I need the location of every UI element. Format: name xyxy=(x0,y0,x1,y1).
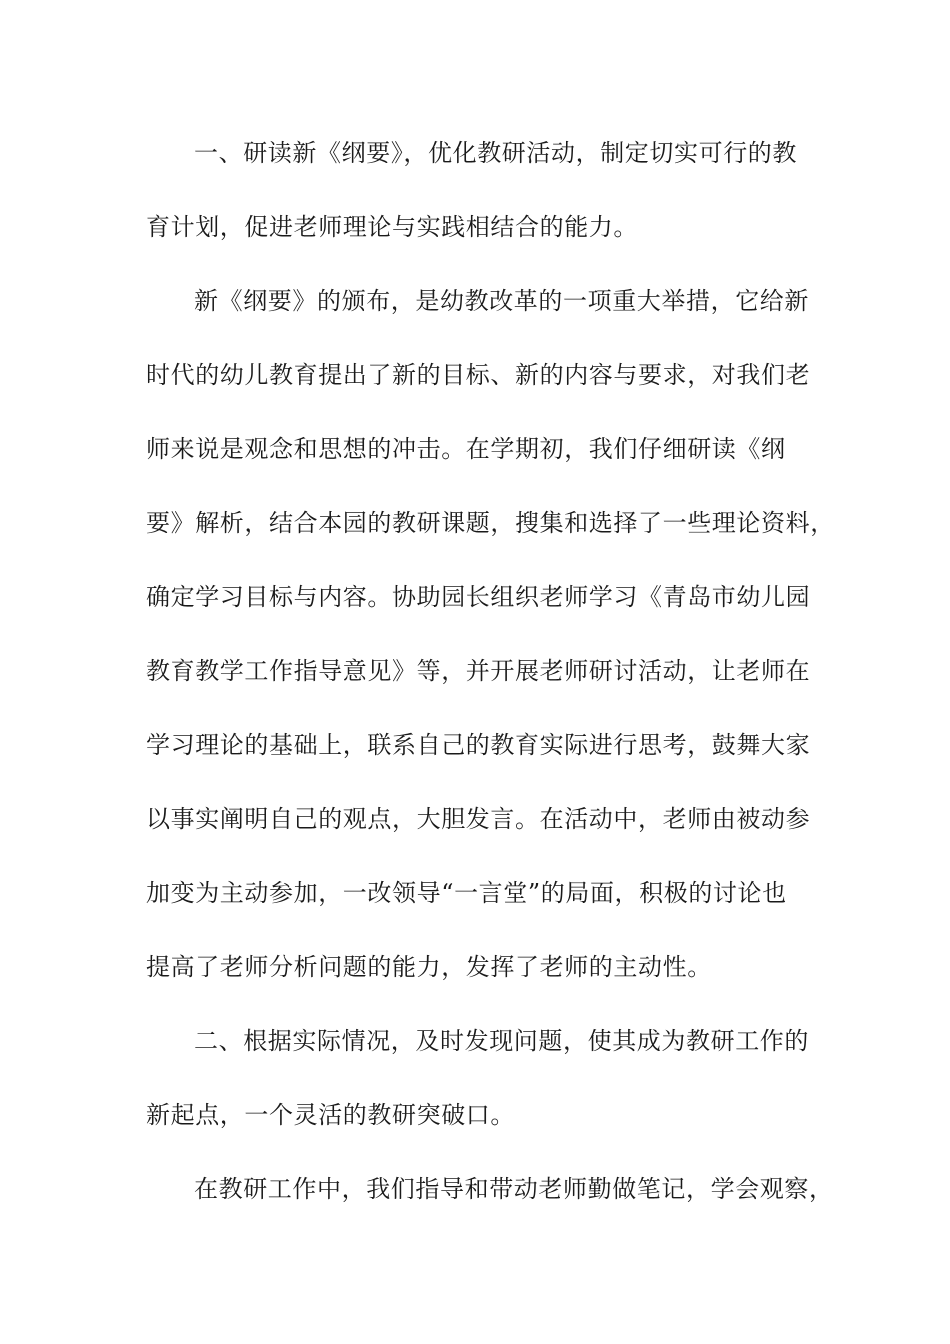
paragraph-one-line-4: 要》解析，结合本园的教研课题，搜集和选择了一些理论资料， xyxy=(146,509,835,537)
paragraph-two-line-1: 在教研工作中，我们指导和带动老师勤做笔记，学会观察， xyxy=(194,1175,834,1203)
paragraph-one-line-3: 师来说是观念和思想的冲击。在学期初，我们仔细研读《纲 xyxy=(146,435,786,463)
heading-two-line-2: 新起点，一个灵活的教研突破口。 xyxy=(146,1101,515,1129)
paragraph-one-line-7: 学习理论的基础上，联系自己的教育实际进行思考，鼓舞大家 xyxy=(146,731,811,759)
paragraph-one-line-2: 时代的幼儿教育提出了新的目标、新的内容与要求，对我们老 xyxy=(146,361,811,389)
paragraph-one-line-6: 教育教学工作指导意见》等，并开展老师研讨活动，让老师在 xyxy=(146,657,811,685)
paragraph-one-line-1: 新《纲要》的颁布，是幼教改革的一项重大举措，它给新 xyxy=(194,287,809,315)
paragraph-one-line-5: 确定学习目标与内容。协助园长组织老师学习《青岛市幼儿园 xyxy=(146,583,811,611)
heading-two-line-1: 二、根据实际情况，及时发现问题，使其成为教研工作的 xyxy=(194,1027,809,1055)
heading-one-line-1: 一、研读新《纲要》，优化教研活动，制定切实可行的教 xyxy=(194,139,797,167)
paragraph-one-line-9: 加变为主动参加，一改领导“一言堂”的局面，积极的讨论也 xyxy=(146,879,787,907)
paragraph-one-line-10: 提高了老师分析问题的能力，发挥了老师的主动性。 xyxy=(146,953,712,981)
heading-one-line-2: 育计划，促进老师理论与实践相结合的能力。 xyxy=(146,213,638,241)
paragraph-one-line-8: 以事实阐明自己的观点，大胆发言。在活动中，老师由被动参 xyxy=(146,805,811,833)
